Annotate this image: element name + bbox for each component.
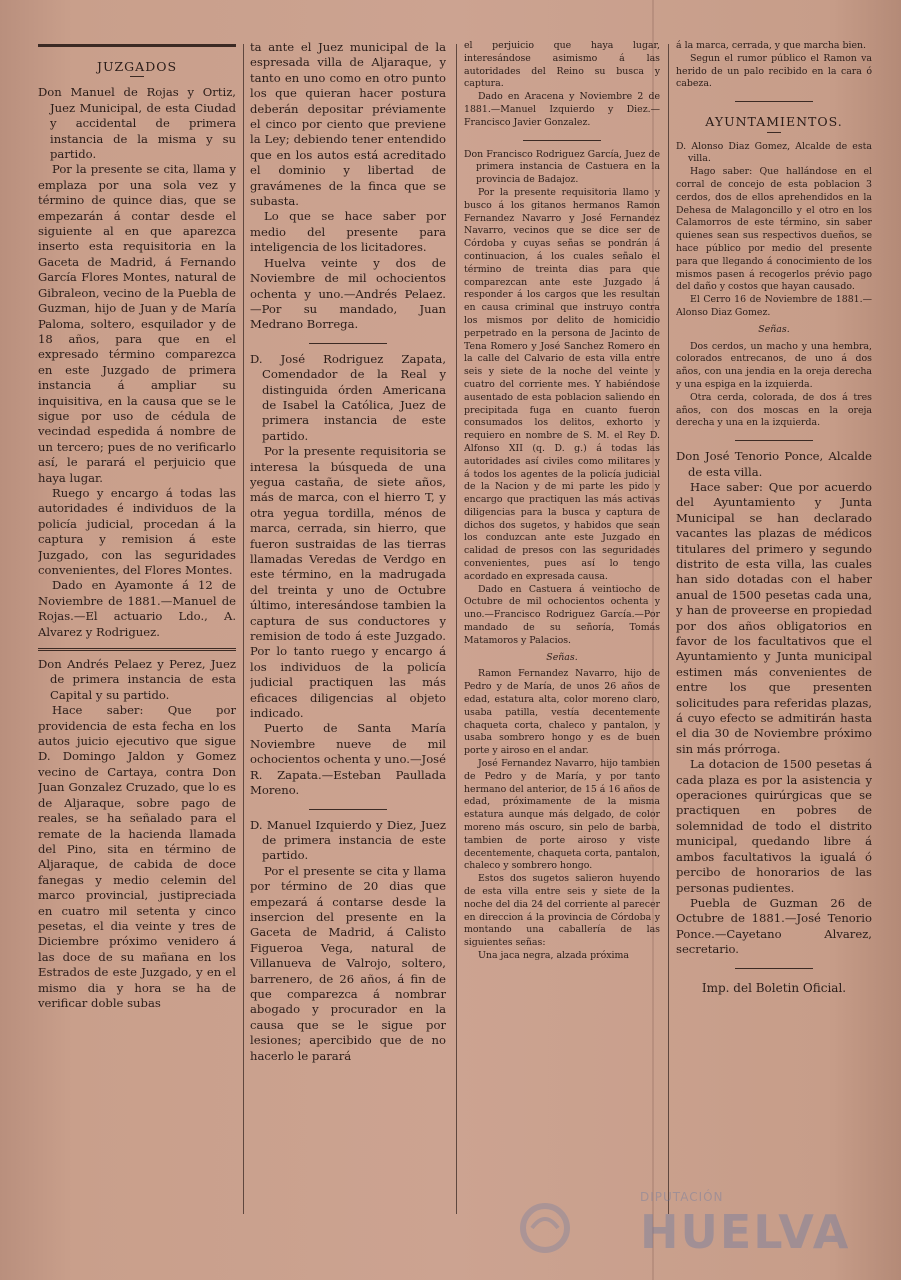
separator — [309, 343, 387, 344]
notice-signature: Puerto de Santa María Noviembre nueve de mil ochocientos ochenta y uno.—José R. Zapata.—Esteban Paullada Moreno. — [250, 721, 446, 798]
column-3 — [464, 40, 660, 1240]
top-rule — [38, 44, 236, 47]
notice-signature: Puebla de Guzman 26 de Octubre de 1881.—José Tenorio Ponce.—Cayetano Alvarez, secretario. — [676, 895, 872, 957]
notice-header: Don Andrés Pelaez y Perez, Juez de primera instancia de esta Capital y su partido. — [38, 657, 236, 702]
notice-paragraph: Por la presente requisitoria se interesa la búsqueda de una yegua castaña, de siete años, más de marca, con el hierro T, y otra yegua tordilla, ménos de marca, cerrada, sin hierro, que fueron sustraidas de las tierras llamadas Veredas de Verdgo en este término, en la madrugada del treinta y uno de Octubre último, interesándose tambien la captura de sus conductores y remision de todo á este Juzgado. Por lo tanto ruego y encargo á los individuos de la policía judicial practiquen las más eficaces diligencias al objeto indicado. — [250, 444, 446, 721]
notice-paragraph: Hago saber: Que hallándose en el corral de concejo de esta poblacion 3 cerdos, dos de ellos aprehendidos en la Dehesa de Malagoncillo y el otro en los Calamorros de este término, sin saber quienes sean sus respectivos dueños, se hace público por medio del presente para que llegando á conocimiento de los mismos pasen á recogerlos prévio pago del daño y costos que hayan causado. — [676, 166, 872, 293]
notice-paragraph: Lo que se hace saber por medio del presente para inteligencia de los licitadores. — [250, 209, 446, 255]
senas-heading: Señas. — [758, 323, 790, 335]
notice-signature: Dado en Castuera á veintiocho de Octubre de mil ochocientos ochenta y uno.—Francisco Rodriguez García.—Por mandado de su señoría, Tomás Matamoros y Palacios. — [464, 583, 660, 646]
title-dash — [130, 76, 144, 77]
section-title-ayuntamientos: AYUNTAMIENTOS. — [705, 114, 843, 130]
description-paragraph: Segun el rumor público el Ramon va herido de un palo recibido en la cara ó cabeza. — [676, 52, 872, 90]
watermark-subtext: DIPUTACIÓN — [640, 1190, 724, 1204]
notice-paragraph: Por el presente se cita y llama por término de 20 dias que empezará á contarse desde la insercion del presente en la Gaceta de Madrid, á Calisto Figueroa Vega, natural de Villanueva de Valrojo, soltero, barrenero, de 26 años, á fin de que comparezca á nombrar abogado y procurador en la causa que se le sigue por lesiones; apercibido que de no hacerlo le parará — [250, 863, 446, 1063]
notice-signature: Dado en Ayamonte á 12 de Noviembre de 1881.—Manuel de Rojas.—El actuario Ldo., A. Alvarez y Rodriguez. — [38, 578, 236, 639]
separator — [38, 648, 236, 651]
notice-header: D. Manuel Izquierdo y Diez, Juez de primera instancia de este partido. — [250, 817, 446, 863]
notice-paragraph: La dotacion de 1500 pesetas á cada plaza es por la asistencia y operaciones quirúrgicas que se practiquen en pobres de solemnidad de todo el distrito municipal, quedando libre á ambos facultativos la igualá ó percibo de honorarios de las personas pudientes. — [676, 757, 872, 895]
notice-paragraph: Ruego y encargo á todas las autoridades é individuos de la policía judicial, procedan á la captura y remision á este Juzgado, con las seguridades convenientes, del Flores Montes. — [38, 485, 236, 577]
column-2 — [250, 40, 446, 1240]
notice-paragraph: Por la presente se cita, llama y emplaza por una sola vez y término de quince dias, que se empezarán á contar desde el siguiente al en que aparezca inserto esta requisitoria en la Gaceta de Madrid, á Fernando García Flores Montes, natural de Gibraleon, vecino de la Puebla de Guzman, hijo de Juan y de María Paloma, soltero, esquilador y de 18 años, para que en el expresado término comparezca en este Juzgado de primera instancia á ampliar su inquisitiva, en la causa que se le sigue por uso de cédula de vecindad espedida á nombre de un tercero; pues de no verificarlo así, le parará el perjuicio que haya lugar. — [38, 162, 236, 485]
description-paragraph: Estos dos sugetos salieron huyendo de esta villa entre seis y siete de la noche del dia 24 del corriente al parecer en direccion á la provincia de Córdoba y montando una caballería de las siguientes señas: — [464, 873, 660, 949]
description-paragraph: á la marca, cerrada, y que marcha bien. — [676, 40, 867, 51]
notice-signature: El Cerro 16 de Noviembre de 1881.—Alonso Diaz Gomez. — [676, 294, 872, 318]
notice-header: D. Alonso Diaz Gomez, Alcalde de esta villa. — [676, 140, 872, 165]
description-paragraph: Ramon Fernandez Navarro, hijo de Pedro y de María, de unos 26 años de edad, estatura alta, color moreno claro, usaba patilla, vestía decentemente chaqueta corta, chaleco y pantalon, y usaba sombrero hongo y es de buen porte y airoso en el andar. — [464, 668, 660, 757]
notice-header: Don Manuel de Rojas y Ortiz, Juez Municipal, de esta Ciudad y accidental de primera instancia de la misma y su partido. — [38, 85, 236, 162]
column-rule-3 — [668, 44, 669, 1214]
notice-header: Don José Tenorio Ponce, Alcalde de esta villa. — [676, 449, 872, 479]
description-paragraph: Dos cerdos, un macho y una hembra, colorados entrecanos, de uno á dos años, con una jendia en la oreja derecha y una espiga en la izquierda. — [676, 340, 872, 390]
separator — [523, 140, 601, 141]
column-4-dense-block — [676, 40, 872, 102]
imprint-line: Imp. del Boletin Oficial. — [701, 980, 847, 995]
description-paragraph: Una jaca negra, alzada próxima — [478, 949, 630, 961]
notice-header: Don Francisco Rodriguez García, Juez de primera instancia de Castuera en la provincia de Badajoz. — [464, 148, 660, 186]
notice-signature: Huelva veinte y dos de Noviembre de mil ochocientos ochenta y uno.—Andrés Pelaez.—Por su mandado, Juan Medrano Borrega. — [250, 255, 446, 332]
watermark-text: HUELVA — [640, 1205, 851, 1259]
notice-paragraph: ta ante el Juez municipal de la espresada villa de Aljaraque, y tanto en uno como en otro punto los que quieran hacer postura deberán depositar préviamente el cinco por ciento que previene la Ley; debiendo tener entendido que en los autos está acreditado el dominio y libertad de gravámenes de la finca que se subasta. — [250, 40, 446, 209]
section-title-juzgados: JUZGADOS — [96, 59, 178, 74]
description-paragraph: José Fernandez Navarro, hijo tambien de Pedro y de María, y por tanto hermano del anterior, de 15 á 16 años de edad, próximamente de la misma estatura aunque más delgado, de color moreno más oscuro, sin pelo de barba, tambien de porte airoso y viste decentemente, chaqueta corta, pantalon, chaleco y sombrero hongo. — [464, 758, 660, 872]
notice-paragraph: Hace saber: Que por acuerdo del Ayuntamiento y Junta Municipal se han declarado vacantes las plazas de médicos titulares del primero y segundo distrito de esta villa, las cuales han sido dotadas con el haber anual de 1500 pesetas cada una, y han de proveerse en propiedad por dos años obligatorios en favor de los facultativos que el Ayuntamiento y Junta municipal estimen más convenientes de entre los que presenten solicitudes para referidas plazas, á cuyo efecto se admitirán hasta el dia 30 de Noviembre próximo sin más prórroga. — [676, 479, 872, 756]
column-4-dense-block — [676, 141, 872, 431]
notice-header: D. José Rodriguez Zapata, Comendador de la Real y distinguida órden Americana de Isabel la Católica, Juez de primera instancia de este partido. — [250, 351, 446, 443]
title-dash — [767, 132, 781, 133]
notice-paragraph: el perjuicio que haya lugar, interesándose asimismo á las autoridades del Reino su busca y captura. — [464, 40, 660, 90]
separator — [309, 809, 387, 810]
column-1 — [38, 40, 236, 1240]
description-paragraph: Otra cerda, colorada, de dos á tres años, con dos moscas en la oreja derecha y una en la izquierda. — [676, 391, 872, 429]
notice-paragraph: Por la presente requisitoria llamo y busco á los gitanos hermanos Ramon Fernandez Navarro y José Fernandez Navarro, vecinos que se dice ser de Córdoba y cuyas señas se pondrán á continuacion, á los cuales señalo el término de treinta dias para que comparezcan ante este Juzgado á responder á los cargos que les resultan en causa criminal que instruyo contra los mismos por delito de homicidio perpetrado en la persona de Jacinto de Tena Romero y José Sanchez Romero en la calle del Calvario de esta villa entre seis y siete de la noche del veinte y cuatro del corriente mes. Y habiéndose ausentado de esta poblacion saliendo en precipitada fuga en cuanto fueron consumados los delitos, exhorto y requiero en nombre de S. M. el Rey D. Alfonso XII (q. D. g.) á todas las autoridades así civiles como militares y á todos los agentes de la policía judicial de la Nacion y de mi parte les pido y encargo que practiquen las más activas diligencias para la busca y captura de dichos dos sugetos, y habidos que sean los conduzcan ante este Juzgado en calidad de presos con las seguridades convenientes, pues así lo tengo acordado en expresada causa. — [464, 186, 660, 582]
column-4 — [676, 40, 872, 1240]
separator — [735, 440, 813, 441]
notice-paragraph: Hace saber: Que por providencia de esta fecha en los autos juicio ejecutivo que sigue D. Domingo Jaldon y Gomez vecino de Cartaya, contra Don Juan Gonzalez Cruzado, que lo es de Aljaraque, sobre pago de reales, se ha señalado para el remate de la hacienda llamada del Pino, sita en término de Aljaraque, de cabida de doce fanegas y medio celemin del marco provincial, justipreciada en cuatro mil setenta y cinco pesetas, el dia veinte y tres de Diciembre próximo venidero á las doce de su mañana en los Estrados de este Juzgado, y en el mismo dia y hora se ha de verificar doble subas — [38, 703, 236, 1010]
notice-signature: Dado en Aracena y Noviembre 2 de 1881.—Manuel Izquierdo y Diez.—Francisco Javier Gonzalez. — [464, 91, 660, 128]
senas-heading: Señas. — [546, 651, 578, 663]
separator — [735, 101, 813, 102]
column-rule-1 — [243, 44, 244, 1214]
separator — [735, 968, 813, 969]
column-rule-2 — [456, 44, 457, 1214]
